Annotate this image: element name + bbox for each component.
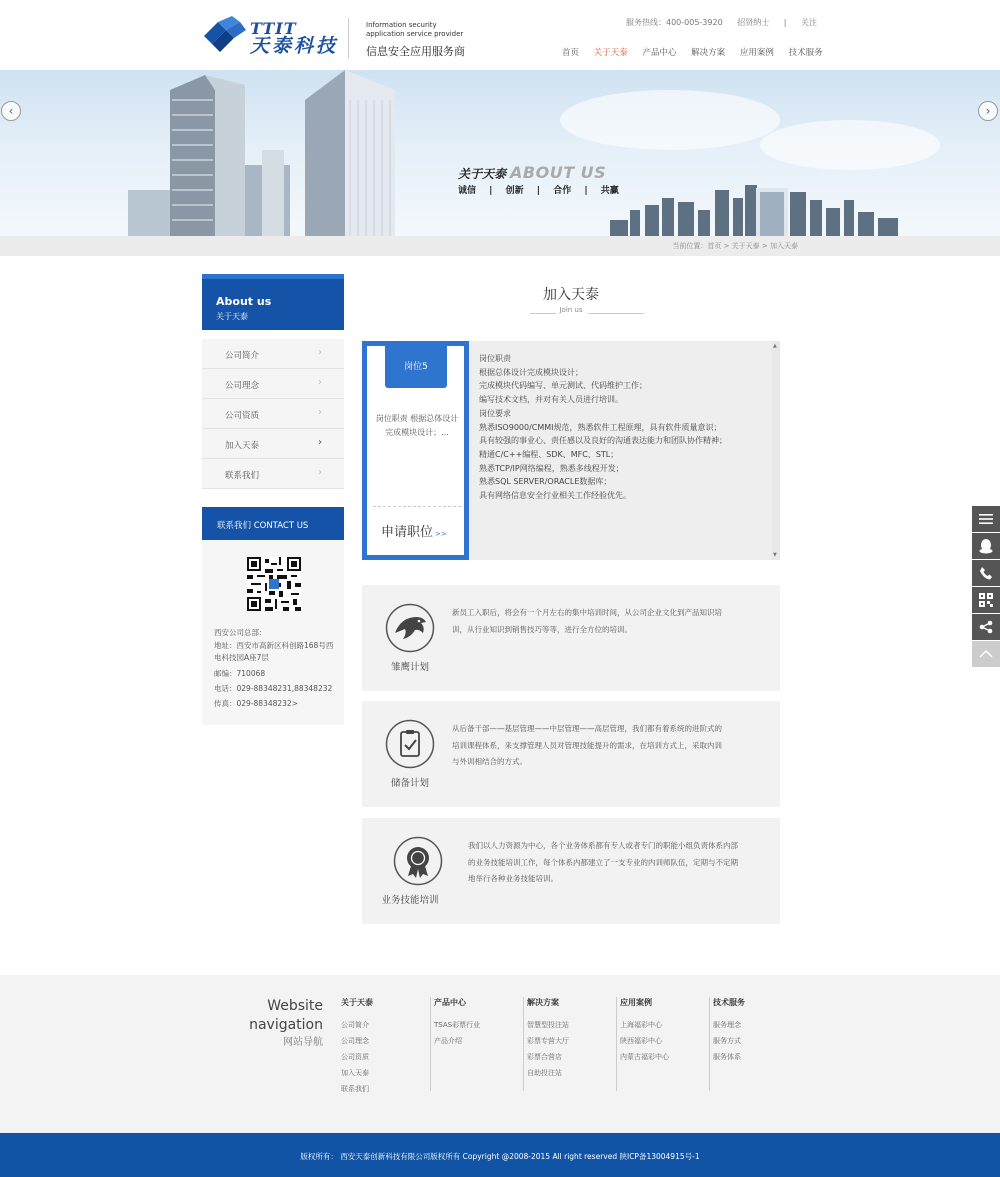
award-badge-icon — [393, 836, 443, 886]
banner-values — [458, 183, 629, 196]
breadcrumb-bar — [0, 236, 1000, 256]
banner-value-divider: | — [536, 186, 541, 196]
chevron-right-icon: › — [318, 377, 322, 388]
hero-banner — [0, 70, 1000, 236]
footer-nav-title-line: Website — [267, 998, 323, 1014]
banner-title-cn: 关于天泰 — [458, 167, 507, 181]
title-divider — [588, 313, 644, 314]
job-detail-line: 熟悉ISO9000/CMMI规范，熟悉软件工程原理，具有软件质量意识； — [479, 422, 722, 432]
sidebar-item-qualifications[interactable] — [202, 399, 344, 429]
footer-link[interactable]: 公司简介 — [341, 1021, 369, 1029]
sidebar-header — [202, 274, 344, 330]
footer-nav-title — [249, 997, 323, 1051]
chevron-right-icon: › — [985, 104, 991, 118]
footer-link[interactable]: 自助投注站 — [527, 1069, 562, 1077]
footer-link[interactable]: 产品介绍 — [434, 1037, 462, 1045]
banner-prev-button[interactable] — [1, 101, 21, 121]
logo-cn: 天泰科技 — [250, 35, 339, 57]
footer-link[interactable]: 服务方式 — [713, 1037, 741, 1045]
chevron-right-icon: › — [318, 437, 322, 448]
apply-arrow-icon: >> — [435, 530, 447, 538]
qrcode-button[interactable] — [972, 587, 1000, 613]
job-detail-line: 岗位职责 — [479, 354, 511, 363]
back-to-top-button[interactable] — [972, 641, 1000, 667]
eagle-icon — [385, 603, 435, 653]
top-links-divider: | — [783, 18, 787, 27]
footer-column-title[interactable]: 技术服务 — [713, 998, 745, 1007]
sidebar-item-label: 公司资质 — [225, 411, 260, 421]
training-plan-desc: 从后备干部——基层管理——中层管理——高层管理，我们都有着系统的进阶式的培训课程体系，来支撑管理人员对管理技能提升的需求，在培训方式上，采取内训与外训相结合的方式。 — [452, 724, 722, 766]
share-icon — [979, 620, 993, 634]
job-listing — [362, 341, 780, 560]
chevron-right-icon: › — [318, 347, 322, 358]
footer-column-title[interactable]: 解决方案 — [527, 998, 559, 1007]
sidebar-header-en: About us — [216, 295, 272, 308]
sidebar-header-cn: 关于天泰 — [216, 312, 248, 321]
banner-title-en: ABOUT US — [510, 163, 607, 182]
phone-button[interactable] — [972, 560, 1000, 586]
sidebar-item-label: 公司理念 — [225, 381, 260, 391]
job-detail — [479, 352, 769, 503]
recruit-link[interactable]: 招贤纳士 — [737, 18, 770, 27]
breadcrumb[interactable]: 当前位置：首页 > 关于天泰 > 加入天泰 — [672, 242, 798, 250]
tagline-en: Information security application service provider — [366, 21, 464, 38]
site-header — [0, 0, 1000, 70]
menu-button[interactable] — [972, 506, 1000, 532]
job-excerpt: 岗位职责 根据总体设计完成模块设计；... — [375, 414, 459, 437]
contact-fax: 传真：029-88348232> — [214, 699, 298, 708]
training-plan-card — [362, 585, 780, 691]
footer-link[interactable]: 联系我们 — [341, 1085, 369, 1093]
job-card-divider — [373, 506, 461, 507]
job-detail-scrollbar[interactable] — [772, 341, 780, 560]
footer-link[interactable]: 上海福彩中心 — [620, 1021, 662, 1029]
logo-divider — [348, 18, 349, 58]
banner-title — [458, 163, 606, 182]
contact-info — [214, 625, 334, 711]
training-plan-desc: 我们以人力资源为中心，各个业务体系都有专人或者专门的职能小组负责体系内部的业务技能培训工作，每个体系内都建立了一支专业的内训师队伍，定期与不定期地举行各种业务技能培训。 — [468, 841, 738, 883]
logo-en: TTIT — [250, 19, 297, 38]
chevron-right-icon: › — [318, 407, 322, 418]
footer-column-title[interactable]: 产品中心 — [434, 998, 466, 1007]
footer-link[interactable]: 彩票合营店 — [527, 1053, 562, 1061]
job-detail-line: 编写技术文档，并对有关人员进行培训。 — [479, 395, 623, 405]
city-skyline-illustration — [0, 70, 1000, 236]
floating-toolbar — [972, 506, 1000, 668]
page-title: 加入天泰 — [543, 287, 599, 303]
training-plan-name: 业务技能培训 — [381, 895, 439, 906]
follow-link[interactable]: 关注 — [801, 18, 818, 27]
chevron-right-icon: › — [318, 467, 322, 478]
footer-nav-title-line: navigation — [249, 1017, 323, 1033]
banner-value: 诚信 — [458, 186, 477, 196]
footer-column-title[interactable]: 应用案例 — [620, 998, 652, 1007]
training-plan-card — [362, 701, 780, 807]
sidebar-item-label: 加入天泰 — [225, 441, 260, 451]
page-subtitle: Join us — [559, 306, 583, 314]
banner-value-divider: | — [584, 186, 588, 196]
sidebar-item-contact[interactable] — [202, 459, 344, 489]
apply-job-button[interactable] — [381, 521, 447, 540]
footer-link[interactable]: 服务理念 — [713, 1021, 741, 1029]
nav-solutions[interactable]: 解决方案 — [691, 48, 726, 58]
footer-link[interactable]: TSAS彩票行业 — [434, 1021, 481, 1029]
contact-header: 联系我们 CONTACT US — [202, 507, 344, 540]
job-detail-line: 完成模块代码编写、单元测试、代码维护工作； — [479, 381, 647, 391]
banner-value: 共赢 — [600, 186, 619, 196]
sidebar-item-join-us[interactable] — [202, 429, 344, 459]
banner-value: 合作 — [553, 186, 572, 196]
job-detail-line: 岗位要求 — [479, 408, 511, 418]
training-plan-name: 雏鹰计划 — [390, 662, 429, 673]
copyright-bar: 版权所有： 西安天泰创新科技有限公司版权所有 Copyright @2008-2015 All right reserved 陕ICP备13004915号-1 — [0, 1133, 1000, 1177]
chevron-left-icon: ‹ — [8, 104, 14, 118]
contact-company: 西安公司总部： — [214, 628, 267, 637]
tagline-cn: 信息安全应用服务商 — [366, 45, 465, 58]
sidebar-item-philosophy[interactable] — [202, 369, 344, 399]
top-links — [626, 17, 829, 28]
scroll-down-icon[interactable]: ▼ — [773, 552, 777, 558]
banner-value-divider: | — [489, 186, 493, 196]
training-plan-card — [362, 818, 780, 924]
logo-text[interactable] — [250, 20, 338, 55]
footer-link[interactable]: 内蒙古福彩中心 — [620, 1053, 669, 1061]
footer-column-solutions — [527, 997, 617, 1091]
job-detail-line: 熟悉SQL SERVER/ORACLE数据库； — [479, 477, 612, 487]
job-detail-line: 精通C/C++编程、SDK、MFC、STL； — [479, 449, 619, 459]
site-footer — [0, 975, 1000, 1133]
contact-zip: 邮编：710068 — [214, 669, 266, 678]
job-detail-line: 熟悉TCP/IP网络编程，熟悉多线程开发； — [479, 463, 624, 473]
footer-link[interactable]: 陕西福彩中心 — [620, 1037, 662, 1045]
footer-link[interactable]: 服务体系 — [713, 1053, 741, 1061]
contact-box — [202, 540, 344, 725]
menu-icon — [979, 513, 993, 525]
back-to-top-icon — [979, 649, 993, 659]
training-plan-desc: 新员工入职后，将会有一个月左右的集中培训时间，从公司企业文化到产品知识培训，从行业知识到销售技巧等等，进行全方位的培训。 — [452, 608, 722, 634]
job-detail-line: 根据总体设计完成模块设计； — [479, 367, 583, 377]
job-detail-line: 具有较强的事业心、责任感以及良好的沟通表达能力和团队协作精神； — [479, 436, 727, 446]
job-detail-line: 具有网络信息安全行业相关工作经验优先。 — [479, 491, 631, 501]
nav-home[interactable]: 首页 — [562, 48, 580, 58]
footer-nav-title-cn: 网站导航 — [283, 1037, 323, 1048]
contact-address: 地址：西安市高新区科创路168号西电科技园A座7层 — [214, 641, 334, 662]
nav-about[interactable]: 关于天泰 — [593, 48, 628, 58]
main-nav — [562, 46, 835, 58]
qrcode-icon — [247, 557, 301, 611]
job-tab[interactable]: 岗位5 — [385, 346, 447, 388]
sidebar-item-profile[interactable] — [202, 339, 344, 369]
nav-cases[interactable]: 应用案例 — [739, 48, 774, 58]
tagline — [366, 21, 476, 59]
sidebar-item-label: 公司简介 — [225, 351, 260, 361]
footer-link[interactable]: 加入天泰 — [341, 1069, 369, 1077]
banner-next-button[interactable] — [978, 101, 998, 121]
sidebar-menu — [202, 339, 344, 489]
footer-column-about — [341, 997, 431, 1091]
banner-value: 创新 — [505, 186, 524, 196]
apply-job-label: 申请职位 — [381, 525, 434, 540]
footer-link[interactable]: 智慧型投注站 — [527, 1021, 569, 1029]
footer-column-services — [713, 997, 803, 1091]
footer-column-products — [434, 997, 524, 1091]
footer-link[interactable]: 公司资质 — [341, 1053, 369, 1061]
footer-link[interactable]: 彩票专营大厅 — [527, 1037, 569, 1045]
footer-link[interactable]: 公司理念 — [341, 1037, 369, 1045]
footer-column-title[interactable]: 关于天泰 — [341, 998, 373, 1007]
footer-column-cases — [620, 997, 710, 1091]
qrcode-icon — [979, 593, 993, 607]
contact-phone: 电话：029-88348231,88348232 — [214, 684, 333, 693]
qq-button[interactable] — [972, 533, 1000, 559]
qq-icon — [979, 538, 993, 554]
hotline-text: 服务热线：400-005-3920 — [626, 18, 723, 27]
phone-icon — [979, 566, 993, 580]
share-button[interactable] — [972, 614, 1000, 640]
sidebar-item-label: 联系我们 — [225, 471, 260, 481]
clipboard-icon — [385, 719, 435, 769]
nav-services[interactable]: 技术服务 — [788, 48, 823, 58]
job-card[interactable] — [362, 341, 469, 560]
training-plan-name: 储备计划 — [390, 778, 429, 789]
scroll-up-icon[interactable]: ▲ — [773, 343, 777, 349]
nav-products[interactable]: 产品中心 — [642, 48, 677, 58]
